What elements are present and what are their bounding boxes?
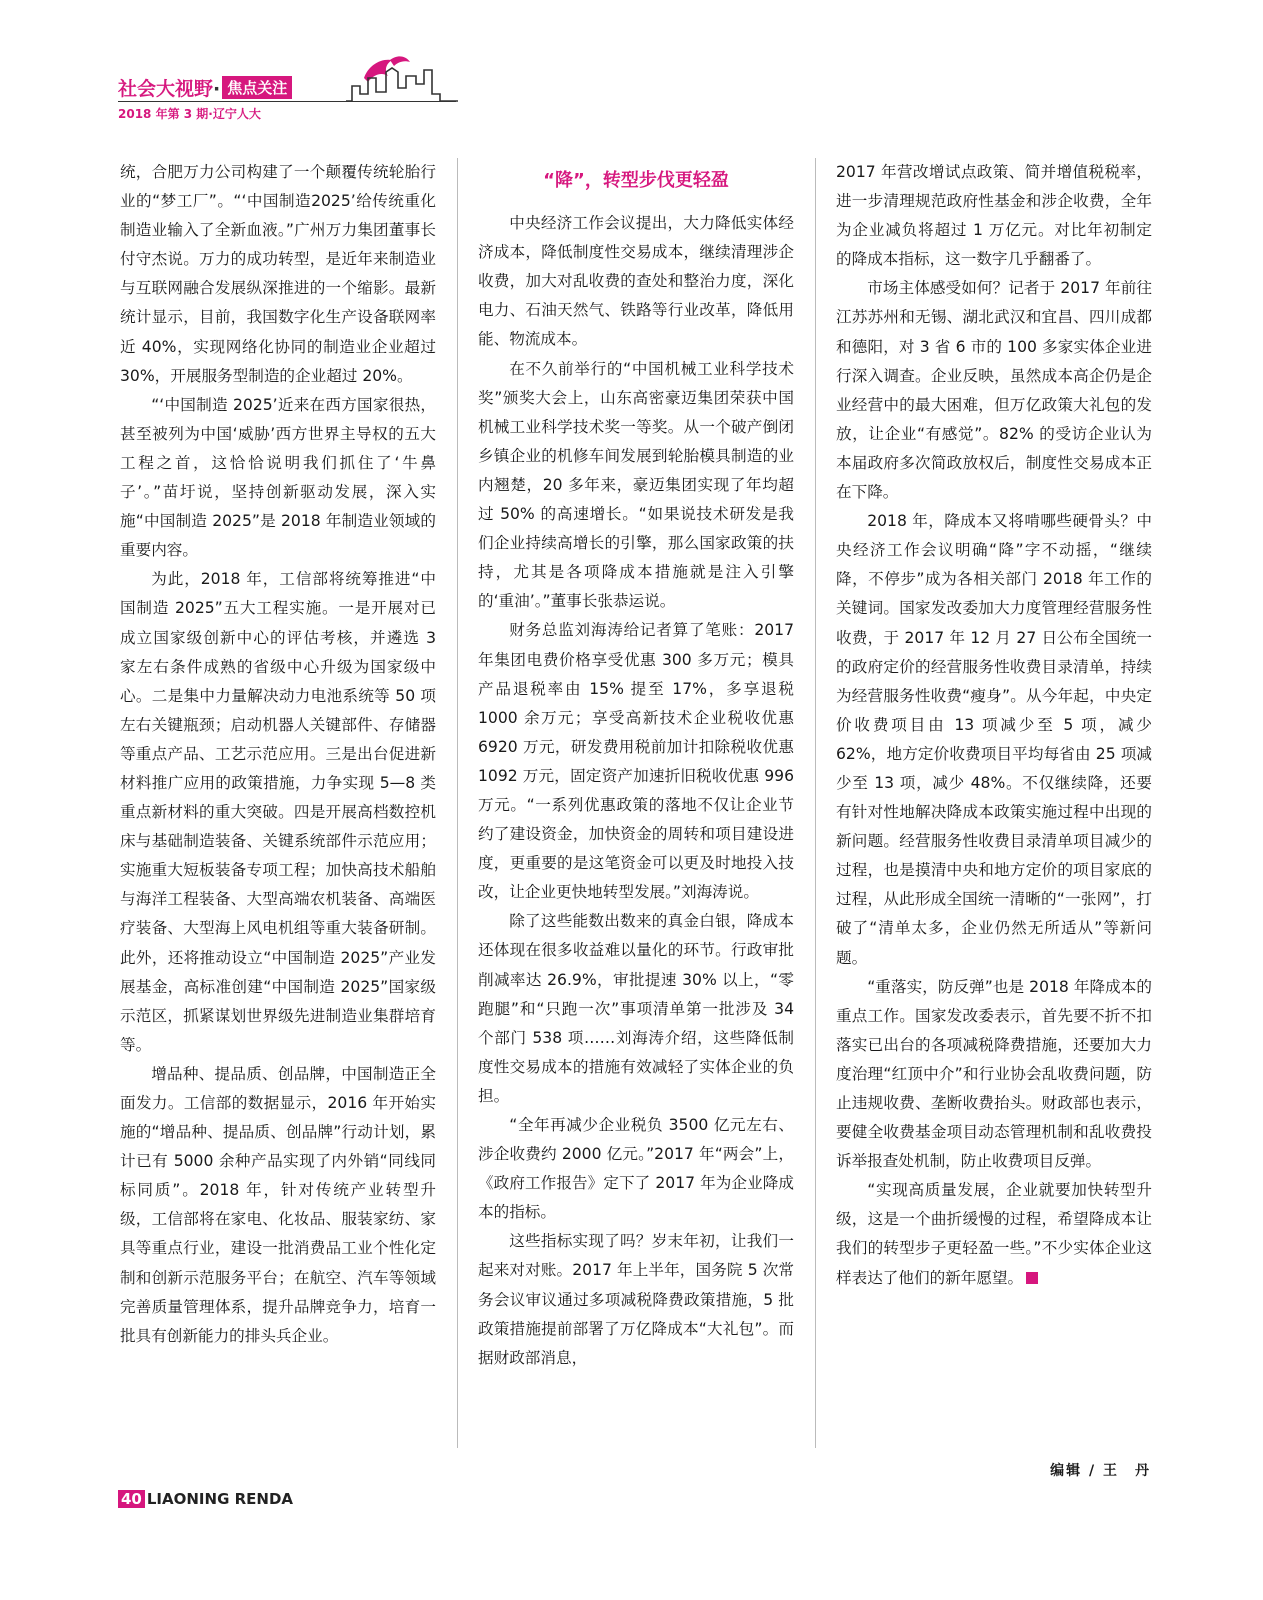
paragraph: 增品种、提品质、创品牌，中国制造正全面发力。工信部的数据显示，2016 年开始实施的“增品种、提品质、创品牌”行动计划，累计已有 5000 余种产品实现了内外销“同线同标同质”。2018 年，针对传统产业转型升级，工信部将在家电、化妆品、服装家纺、家具等重点行业，建设一批消费品工业个性化定制和创新示范服务平台；在航空、汽车等领域完善质量管理体系，提升品牌竞争力，培育一批具有创新能力的排头兵企业。 — [120, 1064, 436, 1345]
column-3 — [836, 158, 1152, 1293]
paragraph: 2018 年，降成本又将啃哪些硬骨头？中央经济工作会议明确“降”字不动摇，“继续降，不停步”成为各相关部门 2018 年工作的关键词。国家发改委加大力度管理经营服务性收费，于 2017 年 12 月 27 日公布全国统一的政府定价的经营服务性收费目录清单，持续为经营服务性收费“瘦身”。从今年起，中央定价收费项目由 13 项减少至 5 项，减少 62%，地方定价收费项目平均每省由 25 项减少至 13 项，减少 48%。不仅继续降，还要有针对性地解决降成本政策实施过程中出现的新问题。经营服务性收费目录清单项目减少的过程，也是摸清中央和地方定价的项目家底的过程，从此形成全国统一清晰的“一张网”，打破了“清单太多，企业仍然无所适从”等新问题。 — [836, 512, 1152, 967]
header-rule — [118, 101, 456, 102]
page-footer — [118, 1490, 293, 1508]
last-paragraph: “实现高质量发展，企业就要加快转型升级，这是一个曲折缓慢的过程，希望降成本让我们的转型步子更轻盈一些。”不少实体企业这样表达了他们的新年愿望。 — [836, 1181, 1152, 1287]
column-2 — [478, 158, 794, 1373]
page-number: 40 — [118, 1490, 145, 1508]
editor-credit: 编辑 / 王 丹 — [1050, 1463, 1151, 1479]
paragraph: 市场主体感受如何？记者于 2017 年前往江苏苏州和无锡、湖北武汉和宜昌、四川成都和德阳，对 3 省 6 市的 100 多家实体企业进行深入调查。企业反映，虽然成本高企仍是企业经营中的最大困难，但万亿政策大礼包的发放，让企业“有感觉”。82% 的受访企业认为本届政府多次简政放权后，制度性交易成本正在下降。 — [836, 279, 1152, 502]
column-1 — [120, 158, 436, 1351]
end-mark-icon — [1026, 1272, 1038, 1284]
paragraph: 为此，2018 年，工信部将统筹推进“中国制造 2025”五大工程实施。一是开展对已成立国家级创新中心的评估考核，并遴选 3 家左右条件成熟的省级中心升级为国家级中心。二是集中力量解决动力电池系统等 50 项左右关键瓶颈；启动机器人关键部件、存储器等重点产品、工艺示范应用。三是出台促进新材料推广应用的政策措施，力争实现 5—8 类重点新材料的重大突破。四是开展高档数控机床与基础制造装备、关键系统部件示范应用；实施重大短板装备专项工程；加快高技术船舶与海洋工程装备、大型高端农机装备、高端医疗装备、大型海上风电机组等重大装备研制。此外，还将推动设立“中国制造 2025”产业发展基金，高标准创建“中国制造 2025”国家级示范区，抓紧谋划世界级先进制造业集群培育等。 — [120, 570, 436, 1054]
column-divider — [815, 158, 816, 1448]
paragraph: “全年再减少企业税负 3500 亿元左右、涉企收费约 2000 亿元。”2017 年“两会”上，《政府工作报告》定下了 2017 年为企业降成本的指标。 — [478, 1116, 794, 1222]
paragraph: 除了这些能数出数来的真金白银，降成本还体现在很多收益难以量化的环节。行政审批削减率达 26.9%，审批提速 30% 以上，“零跑腿”和“只跑一次”事项清单第一批涉及 34 个部门 538 项……刘海涛介绍，这些降低制度性交易成本的措施有效减轻了实体企业的负担。 — [478, 912, 794, 1105]
section-title: 社会大视野· 焦点关注 — [118, 74, 292, 101]
paragraph: “‘中国制造 2025’近来在西方国家很热，甚至被列为中国‘威胁’西方世界主导权的五大工程之首，这恰恰说明我们抓住了‘牛鼻子’。”苗圩说，坚持创新驱动发展，深入实施“中国制造 2025”是 2018 年制造业领域的重要内容。 — [120, 395, 436, 560]
paragraph: “重落实，防反弹”也是 2018 年降成本的重点工作。国家发改委表示，首先要不折不扣落实已出台的各项减税降费措施，还要加大力度治理“红顶中介”和行业协会乱收费问题，防止违规收费、垄断收费抬头。财政部也表示，要健全收费基金项目动态管理机制和乱收费投诉举报查处机制，防止收费项目反弹。 — [836, 977, 1152, 1171]
section-sub-badge: 焦点关注 — [222, 76, 292, 99]
paragraph: 统，合肥万力公司构建了一个颠覆传统轮胎行业的“梦工厂”。“‘中国制造2025’给传统重化制造业输入了全新血液。”广州万力集团董事长付守杰说。万力的成功转型，是近年来制造业与互联网融合发展纵深推进的一个缩影。最新统计显示，目前，我国数字化生产设备联网率近 40%，实现网络化协同的制造业企业超过 30%，开展服务型制造的企业超过 20%。 — [120, 163, 436, 385]
paragraph: 在不久前举行的“中国机械工业科学技术奖”颁奖大会上，山东高密豪迈集团荣获中国机械工业科学技术奖一等奖。从一个破产倒闭乡镇企业的机修车间发展到轮胎模具制造的业内翘楚，20 多年来，豪迈集团实现了年均超过 50% 的高速增长。“如果说技术研发是我们企业持续高增长的引擎，那么国家政策的扶持，尤其是各项降成本措施就是注入引擎的‘重油’。”董事长张恭运说。 — [478, 359, 794, 611]
column-divider — [457, 158, 458, 1448]
paragraph: 这些指标实现了吗？岁末年初，让我们一起来对对账。2017 年上半年，国务院 5 次常务会议审议通过多项减税降费政策措施，5 批政策措施提前部署了万亿降成本“大礼包”。而据财政部消息， — [478, 1232, 794, 1367]
paragraph: 2017 年营改增试点政策、简并增值税税率，进一步清理规范政府性基金和涉企收费，全年为企业减负将超过 1 万亿元。对比年初制定的降成本指标，这一数字几乎翻番了。 — [836, 163, 1152, 269]
issue-line: 2018 年第 3 期·辽宁人大 — [118, 107, 261, 121]
page-header — [118, 48, 458, 128]
paragraph: 财务总监刘海涛给记者算了笔账：2017 年集团电费价格享受优惠 300 多万元；模具产品退税率由 15% 提至 17%，多享退税 1000 余万元；享受高新技术企业税收优惠 6920 万元，研发费用税前加计扣除税收优惠 1092 万元，固定资产加速折旧税收优惠 996 万元。“一系列优惠政策的落地不仅让企业节约了建设资金，加快资金的周转和项目建设进度，更重要的是这笔资金可以更及时地投入技改，让企业更快地转型发展。”刘海涛说。 — [478, 621, 794, 902]
bird-skyline-logo-icon — [346, 48, 458, 104]
magazine-name: LIAONING RENDA — [146, 1490, 294, 1508]
section-heading: “降”，转型步伐更轻盈 — [543, 170, 729, 191]
paragraph: 中央经济工作会议提出，大力降低实体经济成本，降低制度性交易成本，继续清理涉企收费，加大对乱收费的查处和整治力度，深化电力、石油天然气、铁路等行业改革，降低用能、物流成本。 — [478, 214, 794, 349]
